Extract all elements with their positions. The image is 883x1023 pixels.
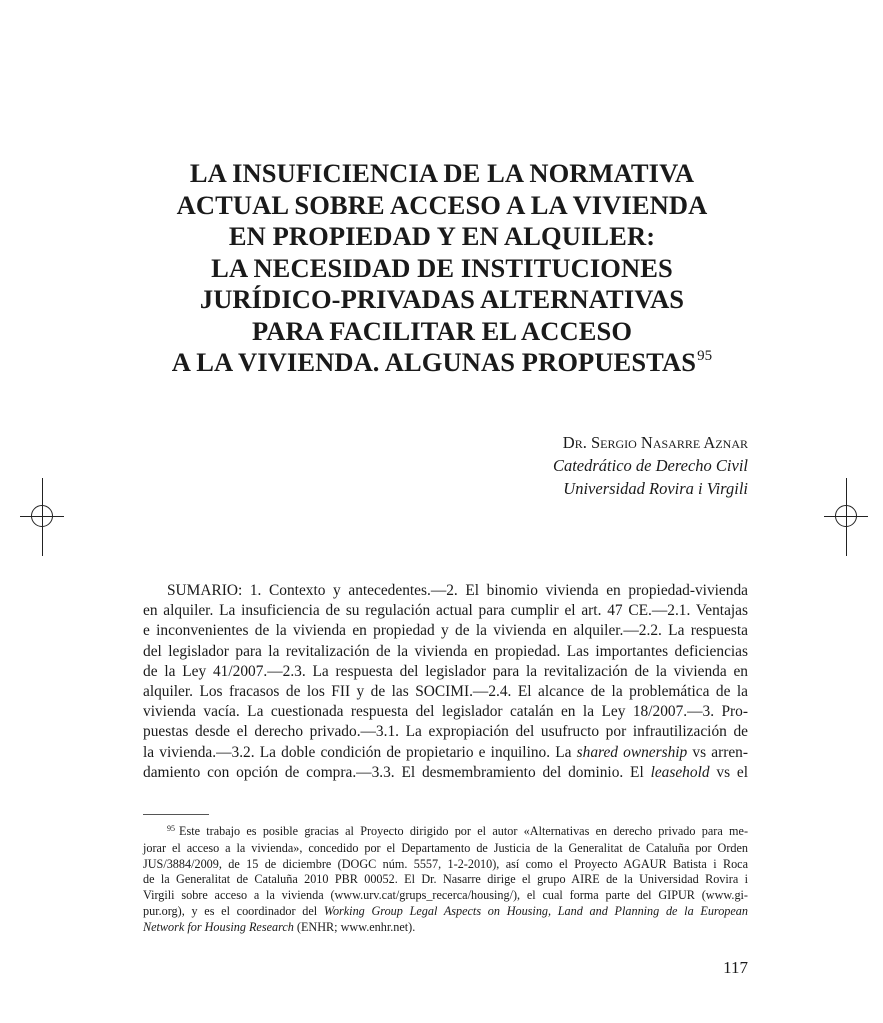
summary-line: del legislador para la revitalización de la vivienda en propiedad. Las importantes deficiencias [143, 642, 748, 660]
summary-text: vs arren- [687, 743, 748, 761]
footnote-number: 95 [167, 824, 175, 833]
footnote-line: Virgili sobre acceso a la vivienda (www.urv.cat/grups_recerca/housing/), el cual forma parte del GIPUR (www.gi- [143, 888, 748, 903]
summary-text: vs el [709, 763, 748, 781]
summary-line: alquiler. Los fracasos de los FII y de las SOCIMI.—2.4. El alcance de la problemática de la [143, 683, 748, 701]
summary-line: en alquiler. La insuficiencia de su regulación actual para cumplir el art. 47 CE.—2.1. Ventajas [143, 602, 748, 620]
title-line: LA NECESIDAD DE INSTITUCIONES [211, 252, 673, 283]
author-position: Catedrático de Derecho Civil [552, 456, 748, 475]
summary-paragraph [143, 581, 748, 783]
title-line: JURÍDICO-PRIVADAS ALTERNATIVAS [199, 284, 685, 314]
footnote-text: Este trabajo es posible gracias al Proyecto dirigido por el autor «Alternativas en derecho privado para me- [179, 824, 748, 838]
title-line: EN PROPIEDAD Y EN ALQUILER: [228, 221, 656, 251]
footnote-italic: Working Group Legal Aspects on Housing, Land and Planning de la European [323, 903, 748, 918]
title-line: LA INSUFICIENCIA DE LA NORMATIVA [189, 158, 695, 188]
title-line: A LA VIVIENDA. ALGUNAS PROPUESTAS [171, 347, 697, 377]
page-number: 117 [723, 958, 748, 977]
author-institution: Universidad Rovira i Virgili [563, 479, 748, 498]
summary-line: e inconvenientes de la vivienda en propiedad y de la vivienda en alquiler.—2.2. La respuesta [143, 622, 748, 640]
summary-italic-term: shared ownership [576, 743, 688, 761]
footnote-line: JUS/3884/2009, de 15 de diciembre (DOGC núm. 5557, 1-2-2010), así como el Proyecto AGAUR Batista i Roca [143, 856, 748, 871]
summary-text: la vivienda.—3.2. La doble condición de propietario e inquilino. La [143, 743, 577, 761]
summary-line: de la Ley 41/2007.—2.3. La respuesta del legislador para la revitalización de la vivienda en [143, 662, 748, 680]
summary-italic-term: leasehold [650, 763, 710, 781]
footnote-text: (ENHR; www.enhr.net). [293, 919, 416, 934]
footnote-line: jorar el acceso a la vivienda», concedido por el Departamento de Justicia de la Generalitat de Cataluña por Orden [143, 840, 748, 855]
chapter-title [120, 158, 764, 384]
footnote-reference[interactable]: 95 [697, 348, 713, 364]
footnote-italic: Network for Housing Research [143, 919, 294, 934]
title-line-last [120, 347, 764, 384]
summary-text: damiento con opción de compra.—3.3. El desmembramiento del dominio. El [143, 763, 651, 781]
crop-line-left [42, 478, 43, 556]
summary-line: SUMARIO: 1. Contexto y antecedentes.—2. El binomio vivienda en propiedad-vivienda [167, 582, 748, 599]
author-block [553, 431, 748, 500]
title-line: ACTUAL SOBRE ACCESO A LA VIVIENDA [176, 189, 708, 220]
footnote-line [143, 920, 748, 936]
summary-line [143, 763, 748, 783]
summary-line: vivienda vacía. La cuestionada respuesta del legislador catalán en la Ley 18/2007.—3. Pro- [143, 703, 748, 721]
summary-line: puestas desde el derecho privado.—3.1. La expropiación del usufructo por infrautilización de [143, 723, 748, 741]
crop-line-right [846, 478, 847, 556]
footnote [143, 824, 748, 936]
footnote-text: pur.org), y es el coordinador del [143, 903, 324, 918]
summary-line [143, 743, 748, 763]
footnote-separator [143, 814, 209, 815]
footnote-line [143, 824, 748, 841]
author-name: Dr. Sergio Nasarre Aznar [562, 433, 748, 452]
footnote-line [143, 904, 748, 920]
title-line: PARA FACILITAR EL ACCESO [251, 315, 633, 346]
footnote-line: de la Generalitat de Cataluña 2010 PBR 00052. El Dr. Nasarre dirige el grupo AIRE de la Universidad Rovira i [143, 872, 748, 887]
